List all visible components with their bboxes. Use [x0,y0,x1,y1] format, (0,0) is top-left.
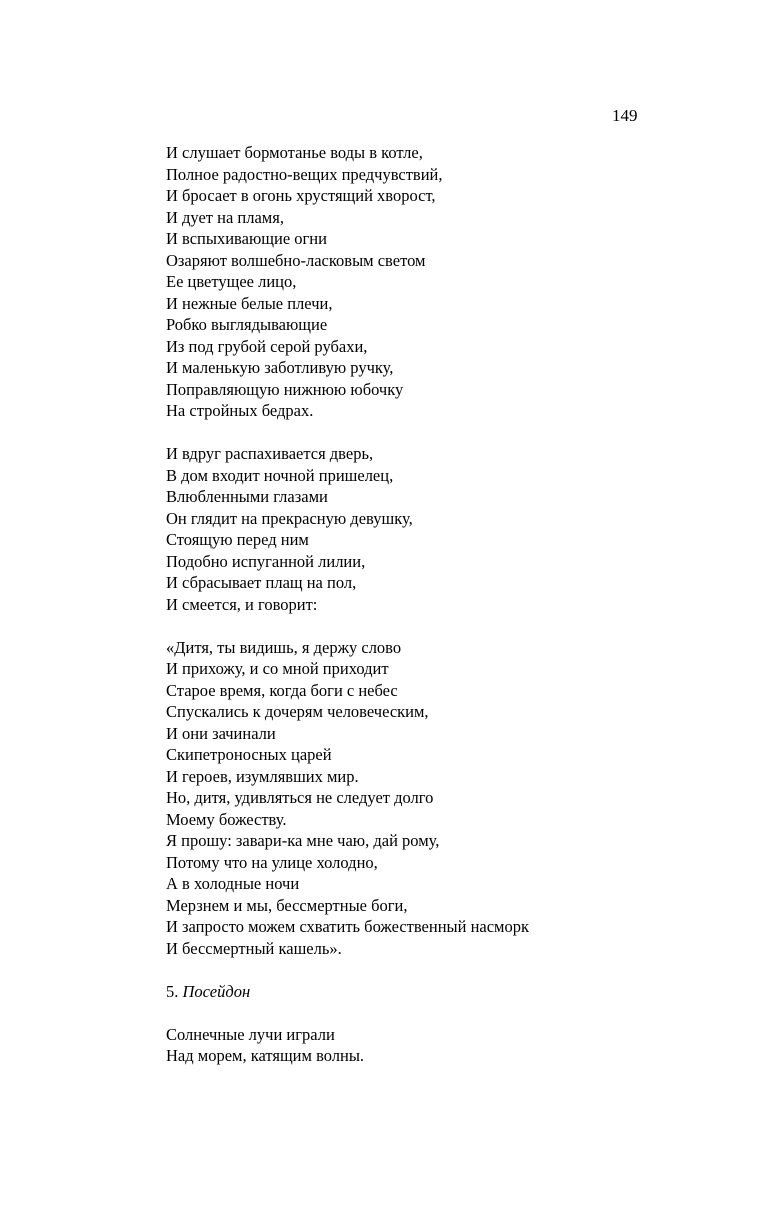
verse-line: Солнечные лучи играли [166,1024,335,1044]
stanza-break [166,615,726,637]
verse-line: Моему божеству. [166,809,287,829]
page-number: 149 [612,106,638,125]
verse-line: И бросает в огонь хрустящий хворост, [166,186,436,205]
stanza-4 [166,1024,726,1067]
section-title: Посейдон [182,981,251,1001]
verse-line: Я прошу: завари-ка мне чаю, дай рому, [166,831,440,850]
verse-line: Из под грубой серой рубахи, [166,336,368,356]
verse-line: В дом входит ночной пришелец, [166,465,394,485]
verse-line: Но, дитя, удивляться не следует долго [166,788,434,807]
verse-line: Озаряют волшебно-ласковым светом [166,250,426,270]
verse-line: Скипетроносных царей [166,745,332,764]
verse-line: На стройных бедрах. [166,401,314,420]
verse-line: И дует на пламя, [166,207,284,227]
stanza-break [166,959,726,981]
verse-line: Над морем, катящим волны. [166,1046,365,1065]
stanza-3 [166,637,726,960]
verse-line: И маленькую заботливую ручку, [166,358,394,377]
verse-line: Влюбленными глазами [166,487,328,506]
verse-line: Стоящую перед ним [166,530,309,549]
poem-text [166,142,726,1067]
verse-line: Ее цветущее лицо, [166,272,297,291]
verse-line: Мерзнем и мы, бессмертные боги, [166,895,408,915]
verse-line: И смеется, и говорит: [166,594,318,614]
verse-line: Полное радостно-вещих предчувствий, [166,164,443,184]
stanza-break [166,422,726,444]
verse-line: И нежные белые плечи, [166,293,333,313]
verse-line: Старое время, когда боги с небес [166,680,398,700]
verse-line: И вдруг распахивается дверь, [166,444,374,463]
stanza-2 [166,443,726,615]
verse-line: Спускались к дочерям человеческим, [166,702,429,721]
verse-line: Поправляющую нижнюю юбочку [166,379,404,399]
verse-line: И слушает бормотанье воды в котле, [166,143,423,162]
stanza-break [166,1002,726,1024]
section-heading [166,981,726,1003]
verse-line: «Дитя, ты видишь, я держу слово [166,637,402,657]
verse-line: Подобно испуганной лилии, [166,551,366,571]
verse-line: И бессмертный кашель». [166,938,342,958]
verse-line: А в холодные ночи [166,874,300,893]
verse-line: И они зачинали [166,723,276,743]
verse-line: И героев, изумлявших мир. [166,766,359,786]
verse-line: И прихожу, и со мной приходит [166,659,389,678]
section-number: 5. [166,981,179,1001]
stanza-1 [166,142,726,422]
verse-line: Потому что на улице холодно, [166,852,378,872]
verse-line: Робко выглядывающие [166,315,328,334]
verse-line: И сбрасывает плащ на пол, [166,573,357,592]
verse-line: И вспыхивающие огни [166,229,327,248]
verse-line: И запросто можем схватить божественный насморк [166,917,530,936]
verse-line: Он глядит на прекрасную девушку, [166,508,413,528]
